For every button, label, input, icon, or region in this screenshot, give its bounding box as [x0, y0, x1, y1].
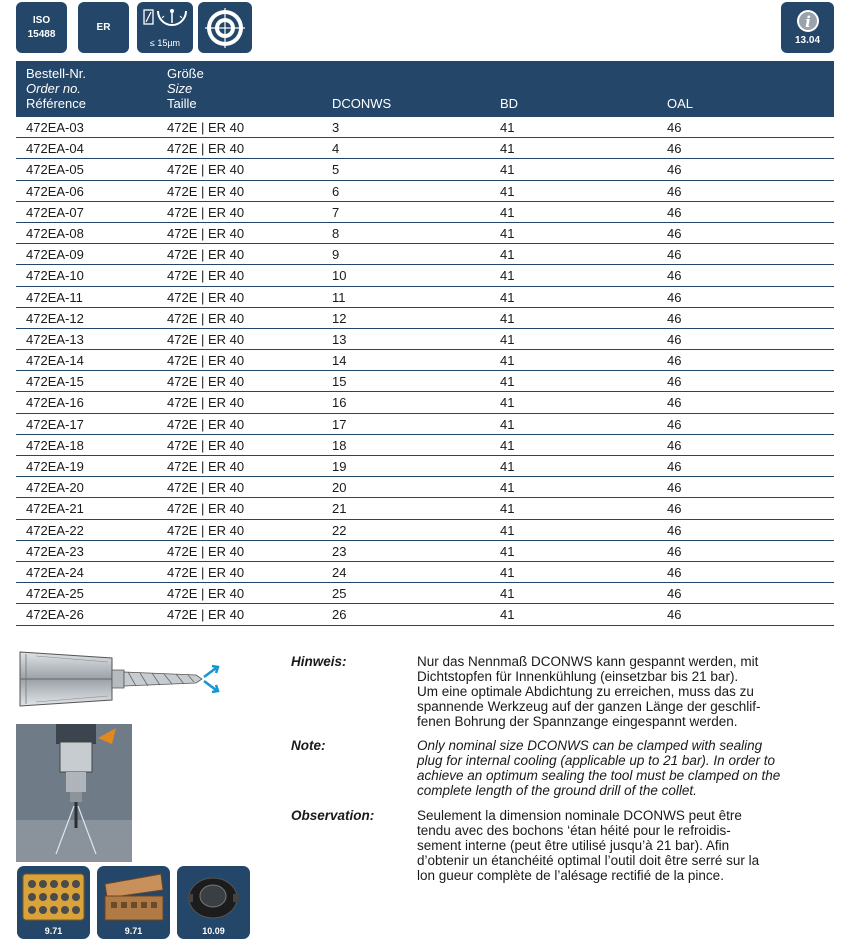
table-row — [16, 392, 834, 413]
cell-ref: 472EA-08 — [26, 225, 84, 241]
cell-ref: 472EA-14 — [26, 353, 84, 369]
cell-oal: 46 — [667, 162, 682, 178]
cell-oal: 46 — [667, 480, 682, 496]
table-row — [16, 498, 834, 519]
info-badge[interactable] — [781, 2, 834, 53]
cell-ref: 472EA-16 — [26, 395, 84, 411]
cell-size: 472E | ER 40 — [167, 459, 245, 474]
cell-ref: 472EA-07 — [26, 204, 84, 220]
cell-size: 472E | ER 40 — [167, 564, 245, 580]
cell-bd: 41 — [500, 437, 515, 453]
note-fr-line: lon gueur complète de l’alésage rectifié de la pince. — [417, 868, 724, 883]
note-en-label: Note: — [291, 738, 326, 753]
cell-dconws: 20 — [332, 480, 347, 496]
accessory-collet-set[interactable] — [17, 866, 90, 939]
table-row — [16, 520, 834, 541]
accessory-clamping-nut[interactable] — [177, 866, 250, 939]
cell-dconws: 9 — [332, 247, 340, 263]
cell-dconws: 10 — [332, 268, 347, 284]
cell-dconws: 12 — [332, 310, 347, 326]
cell-dconws: 21 — [332, 501, 347, 517]
cell-oal: 46 — [667, 437, 682, 453]
table-row — [16, 371, 834, 392]
note-fr-line: d’obtenir un étanchéité optimal l’outil doit être serré sur la — [417, 853, 760, 868]
table-row — [16, 456, 834, 477]
cell-ref: 472EA-09 — [26, 247, 84, 263]
runout-badge — [137, 2, 193, 53]
cell-size: 472E | ER 40 — [167, 247, 245, 263]
cell-dconws: 25 — [332, 586, 347, 602]
cell-dconws: 6 — [332, 183, 340, 199]
note-fr-line: sement interne (peut être utilisé jusqu’à 21 bar). Afin — [417, 838, 730, 853]
header-oal: OAL — [667, 96, 694, 111]
cell-ref: 472EA-20 — [26, 480, 84, 496]
cell-bd: 41 — [500, 543, 515, 559]
cell-size: 472E | ER 40 — [167, 586, 245, 602]
cell-bd: 41 — [500, 564, 515, 580]
cell-oal: 46 — [667, 353, 682, 369]
cell-bd: 41 — [500, 162, 515, 178]
cell-dconws: 4 — [332, 141, 340, 157]
concentricity-badge — [198, 2, 252, 53]
cell-oal: 46 — [667, 310, 682, 326]
cell-dconws: 16 — [332, 395, 347, 411]
cell-bd: 41 — [500, 247, 515, 263]
table-row — [16, 604, 834, 625]
note-de-line: Dichtstopfen für Innenkühlung (einsetzbar bis 21 bar). — [417, 669, 739, 684]
cell-oal: 46 — [667, 459, 682, 474]
cell-ref: 472EA-05 — [26, 162, 84, 178]
table-row — [16, 138, 834, 159]
accessory-wooden-box[interactable] — [97, 866, 170, 939]
cell-ref: 472EA-04 — [26, 141, 84, 157]
cell-dconws: 15 — [332, 374, 347, 390]
cell-ref: 472EA-15 — [26, 374, 84, 390]
table-row — [16, 435, 834, 456]
cell-ref: 472EA-18 — [26, 437, 84, 453]
cell-bd: 41 — [500, 586, 515, 602]
concentricity-target-icon — [204, 7, 246, 49]
table-row — [16, 223, 834, 244]
cell-bd: 41 — [500, 289, 515, 305]
table-row — [16, 583, 834, 604]
cell-oal: 46 — [667, 522, 682, 538]
header-bd: BD — [500, 96, 519, 111]
collet-set-image — [17, 866, 90, 926]
table-row — [16, 287, 834, 308]
note-en-text — [417, 738, 833, 798]
cell-dconws: 26 — [332, 607, 347, 623]
header-reference — [26, 66, 86, 111]
cell-size: 472E | ER 40 — [167, 310, 245, 326]
table-row — [16, 181, 834, 202]
cell-oal: 46 — [667, 395, 682, 411]
cell-size: 472E | ER 40 — [167, 501, 245, 517]
table-body — [16, 117, 834, 626]
accessory-collet-set-page: 9.71 — [44, 926, 63, 936]
table-row — [16, 414, 834, 435]
table-row — [16, 541, 834, 562]
cell-oal: 46 — [667, 183, 682, 199]
cell-size: 472E | ER 40 — [167, 331, 245, 347]
cell-ref: 472EA-06 — [26, 183, 84, 199]
runout-gauge-icon — [140, 7, 190, 37]
cell-bd: 41 — [500, 225, 515, 241]
note-de-line: Um eine optimale Abdichtung zu erreichen, muss das zu — [417, 684, 754, 699]
table-row — [16, 477, 834, 498]
table-row — [16, 265, 834, 286]
iso-badge-line2: 15488 — [27, 28, 56, 40]
cell-bd: 41 — [500, 501, 515, 517]
cell-ref: 472EA-26 — [26, 607, 84, 623]
cell-dconws: 22 — [332, 522, 347, 538]
iso-badge — [16, 2, 67, 53]
cell-size: 472E | ER 40 — [167, 395, 245, 411]
table-row — [16, 117, 834, 138]
table-header — [16, 61, 834, 117]
cell-ref: 472EA-19 — [26, 459, 84, 474]
table-row — [16, 350, 834, 371]
note-de-label: Hinweis: — [291, 654, 347, 669]
cell-dconws: 19 — [332, 459, 347, 474]
table-row — [16, 329, 834, 350]
cell-bd: 41 — [500, 459, 515, 474]
cell-bd: 41 — [500, 395, 515, 411]
note-de-line: spannende Werkzeug auf der ganzen Länge der geschlif- — [417, 699, 761, 714]
cell-bd: 41 — [500, 268, 515, 284]
table-row — [16, 159, 834, 180]
note-en-line: complete length of the ground drill of the collet. — [417, 783, 697, 798]
note-en-line: achieve an optimum sealing the tool must be clamped on the — [417, 768, 781, 783]
cell-dconws: 23 — [332, 543, 347, 559]
cell-dconws: 14 — [332, 353, 347, 369]
note-de-line: fenen Bohrung der Spannzange eingespannt werden. — [417, 714, 738, 729]
cell-size: 472E | ER 40 — [167, 416, 245, 432]
header-ref-fr: Référence — [26, 96, 86, 111]
header-size-de: Größe — [167, 66, 204, 81]
cell-bd: 41 — [500, 183, 515, 199]
table-row — [16, 202, 834, 223]
accessory-clamping-nut-page: 10.09 — [202, 926, 225, 936]
er-badge — [78, 2, 129, 53]
cell-ref: 472EA-25 — [26, 586, 84, 602]
cell-size: 472E | ER 40 — [167, 183, 245, 199]
cell-ref: 472EA-17 — [26, 416, 84, 432]
header-size-fr: Taille — [167, 96, 197, 111]
cell-oal: 46 — [667, 564, 682, 580]
cell-oal: 46 — [667, 543, 682, 559]
cell-dconws: 5 — [332, 162, 340, 178]
cell-bd: 41 — [500, 204, 515, 220]
cell-size: 472E | ER 40 — [167, 607, 245, 623]
cell-dconws: 24 — [332, 564, 347, 580]
info-page-ref: 13.04 — [794, 35, 821, 46]
note-de-line: Nur das Nennmaß DCONWS kann gespannt werden, mit — [417, 654, 759, 669]
cell-size: 472E | ER 40 — [167, 437, 245, 453]
cell-oal: 46 — [667, 268, 682, 284]
iso-badge-line1: ISO — [32, 14, 51, 26]
header-ref-en: Order no. — [26, 81, 81, 96]
cell-oal: 46 — [667, 120, 682, 135]
note-en-line: Only nominal size DCONWS can be clamped with sealing — [417, 738, 763, 753]
cell-bd: 41 — [500, 141, 515, 157]
cell-ref: 472EA-23 — [26, 543, 84, 559]
cell-dconws: 8 — [332, 225, 340, 241]
cell-ref: 472EA-12 — [26, 310, 84, 326]
note-fr-label: Observation: — [291, 808, 375, 823]
cell-size: 472E | ER 40 — [167, 162, 245, 178]
cell-oal: 46 — [667, 289, 682, 305]
wooden-box-image — [97, 866, 170, 926]
cell-oal: 46 — [667, 141, 682, 157]
cell-size: 472E | ER 40 — [167, 543, 245, 559]
cell-oal: 46 — [667, 607, 682, 623]
note-en-line: plug for internal cooling (applicable up to 21 bar). In order to — [417, 753, 775, 768]
clamping-nut-image — [177, 866, 250, 926]
cell-oal: 46 — [667, 331, 682, 347]
cell-bd: 41 — [500, 331, 515, 347]
cell-bd: 41 — [500, 607, 515, 623]
table-row — [16, 308, 834, 329]
header-size — [167, 66, 204, 111]
cell-oal: 46 — [667, 416, 682, 432]
table-row — [16, 562, 834, 583]
cell-size: 472E | ER 40 — [167, 120, 245, 135]
collet-drill-diagram — [16, 648, 220, 710]
cell-ref: 472EA-11 — [26, 289, 83, 305]
cell-bd: 41 — [500, 522, 515, 538]
machining-photo — [16, 724, 132, 862]
note-fr-line: Seulement la dimension nominale DCONWS peut être — [417, 808, 742, 823]
header-size-en: Size — [167, 81, 193, 96]
cell-bd: 41 — [500, 120, 515, 135]
cell-size: 472E | ER 40 — [167, 480, 245, 496]
cell-oal: 46 — [667, 586, 682, 602]
cell-bd: 41 — [500, 480, 515, 496]
cell-size: 472E | ER 40 — [167, 268, 245, 284]
cell-dconws: 13 — [332, 331, 347, 347]
cell-dconws: 3 — [332, 120, 340, 135]
cell-size: 472E | ER 40 — [167, 374, 245, 390]
cell-ref: 472EA-10 — [26, 268, 84, 284]
cell-size: 472E | ER 40 — [167, 353, 245, 369]
cell-oal: 46 — [667, 501, 682, 517]
accessory-wooden-box-page: 9.71 — [124, 926, 143, 936]
cell-oal: 46 — [667, 204, 682, 220]
cell-ref: 472EA-13 — [26, 331, 84, 347]
note-fr-line: tendu avec des bochons ‘étan héité pour le refroidis- — [417, 823, 731, 838]
runout-value: ≤ 15µm — [149, 38, 181, 48]
cell-size: 472E | ER 40 — [167, 141, 245, 157]
cell-dconws: 7 — [332, 204, 340, 220]
cell-bd: 41 — [500, 374, 515, 390]
note-fr-text — [417, 808, 833, 883]
cell-bd: 41 — [500, 310, 515, 326]
cell-dconws: 18 — [332, 437, 347, 453]
header-dconws: DCONWS — [332, 96, 392, 111]
cell-size: 472E | ER 40 — [167, 225, 245, 241]
cell-ref: 472EA-22 — [26, 522, 84, 538]
cell-oal: 46 — [667, 374, 682, 390]
table-row — [16, 244, 834, 265]
info-icon — [796, 9, 820, 33]
cell-bd: 41 — [500, 353, 515, 369]
cell-dconws: 11 — [332, 289, 346, 305]
note-de-text — [417, 654, 833, 729]
cell-ref: 472EA-24 — [26, 564, 84, 580]
cell-size: 472E | ER 40 — [167, 522, 245, 538]
cell-dconws: 17 — [332, 416, 347, 432]
er-badge-label: ER — [96, 22, 111, 33]
cell-oal: 46 — [667, 225, 682, 241]
cell-size: 472E | ER 40 — [167, 289, 245, 305]
cell-ref: 472EA-03 — [26, 120, 84, 135]
cell-ref: 472EA-21 — [26, 501, 84, 517]
cell-oal: 46 — [667, 247, 682, 263]
header-ref-de: Bestell-Nr. — [26, 66, 86, 81]
cell-size: 472E | ER 40 — [167, 204, 245, 220]
svg-text:i: i — [804, 13, 811, 31]
cell-bd: 41 — [500, 416, 515, 432]
